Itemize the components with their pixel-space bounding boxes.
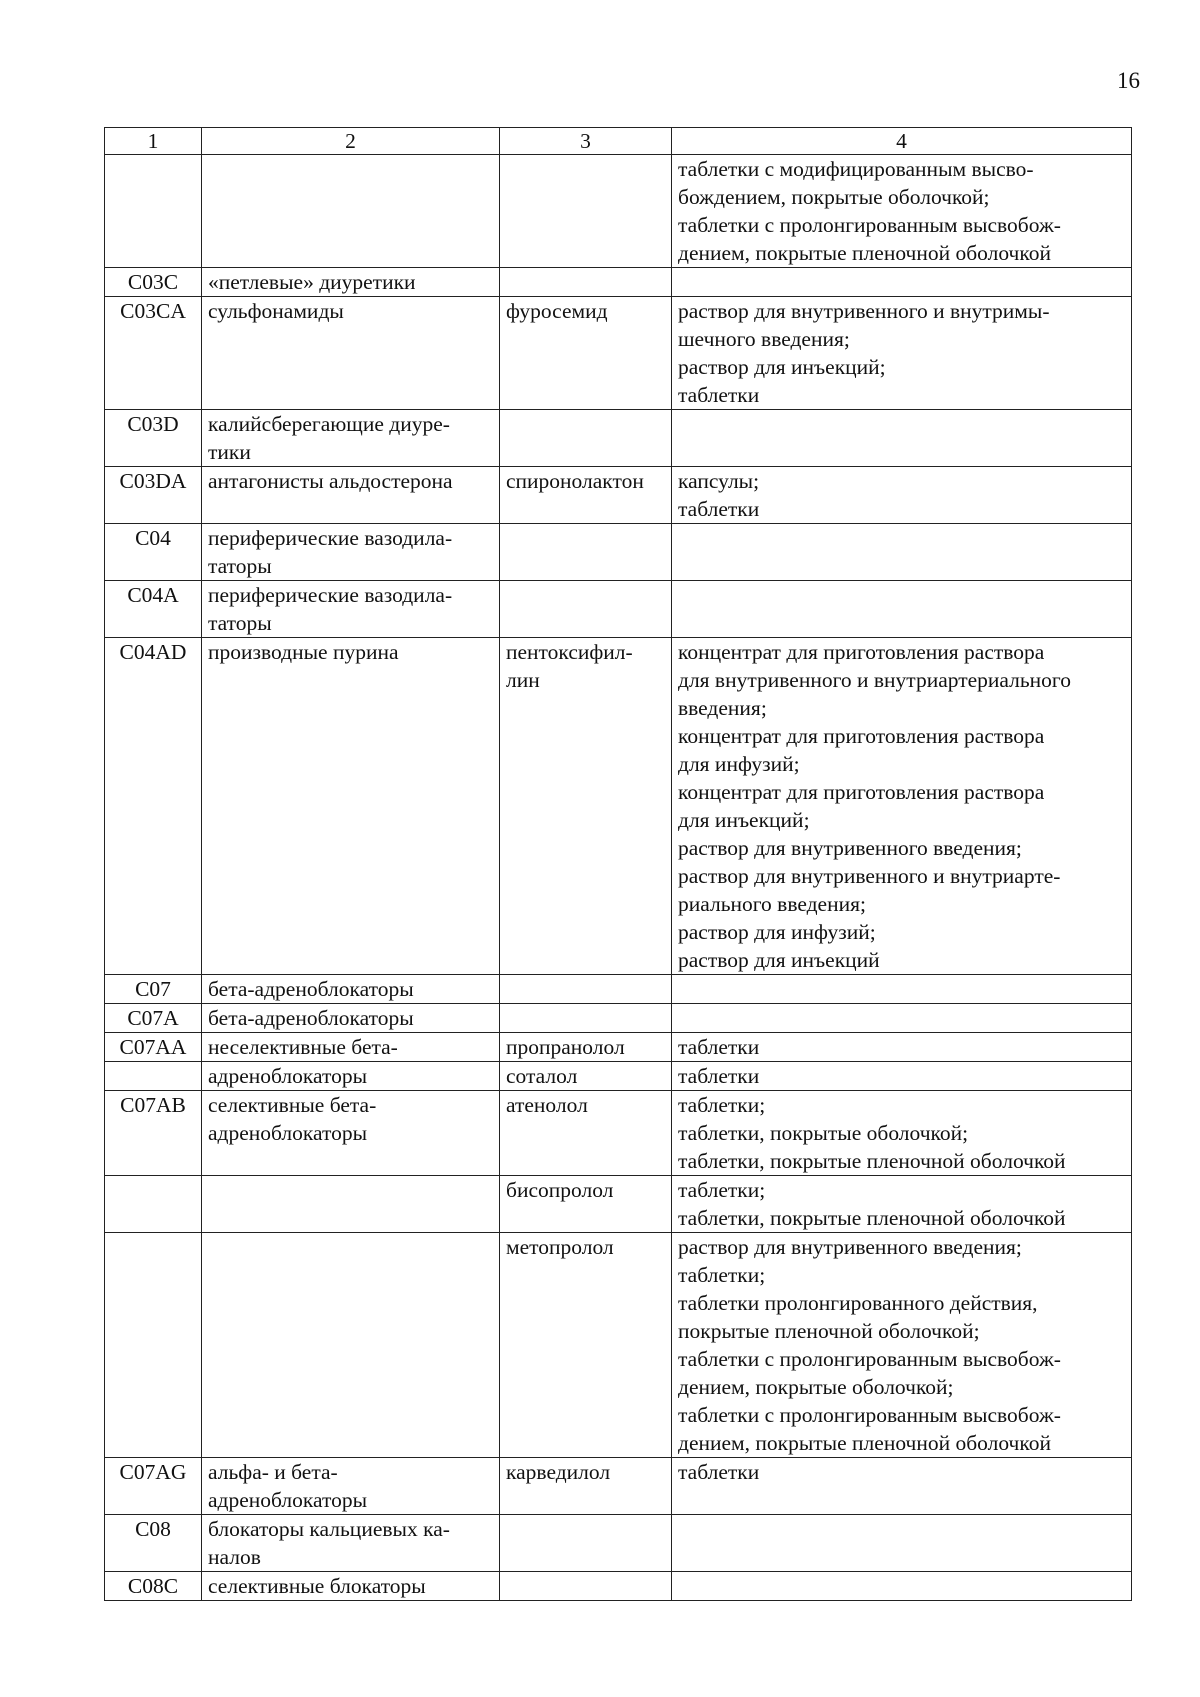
- cell-line: концентрат для приготовления раствора: [678, 780, 1045, 804]
- cell-line: таблетки;: [678, 1178, 766, 1202]
- dosage-forms-cell: [672, 1062, 1132, 1091]
- cell-line: сульфонамиды: [208, 299, 344, 323]
- dosage-forms-cell: [672, 1091, 1132, 1176]
- cell-line: для внутривенного и внутриартериального: [678, 668, 1071, 692]
- cell-line: таблетки;: [678, 1093, 766, 1117]
- table-row: [105, 1004, 1132, 1033]
- cell-line: периферические вазодила-: [208, 526, 453, 550]
- cell-line: капсулы;: [678, 469, 760, 493]
- atc-code-cell: C07AB: [105, 1091, 202, 1176]
- cell-line: таторы: [208, 611, 272, 635]
- atc-code-cell: C07AG: [105, 1458, 202, 1515]
- group-name-cell: [202, 1176, 500, 1233]
- group-name-cell: [202, 268, 500, 297]
- cell-line: бисопролол: [506, 1178, 614, 1202]
- drug-name-cell: [500, 1233, 672, 1458]
- dosage-forms-cell: [672, 1458, 1132, 1515]
- drug-name-cell: [500, 524, 672, 581]
- cell-line: концентрат для приготовления раствора: [678, 724, 1045, 748]
- atc-code-cell: C03CA: [105, 297, 202, 410]
- cell-line: селективные бета-: [208, 1093, 377, 1117]
- atc-code-cell: C07A: [105, 1004, 202, 1033]
- table-row: [105, 1458, 1132, 1515]
- cell-line: карведилол: [506, 1460, 611, 1484]
- table-row: [105, 1233, 1132, 1458]
- cell-line: «петлевые» диуретики: [208, 270, 416, 294]
- group-name-cell: [202, 1062, 500, 1091]
- table-row: [105, 268, 1132, 297]
- drug-name-cell: [500, 268, 672, 297]
- atc-code-cell: C03D: [105, 410, 202, 467]
- cell-line: концентрат для приготовления раствора: [678, 640, 1045, 664]
- cell-line: бета-адреноблокаторы: [208, 977, 414, 1001]
- dosage-forms-cell: [672, 1176, 1132, 1233]
- cell-line: адреноблокаторы: [208, 1064, 368, 1088]
- dosage-forms-cell: [672, 467, 1132, 524]
- drug-name-cell: [500, 1062, 672, 1091]
- header-cell-3: 3: [500, 128, 672, 155]
- drug-name-cell: [500, 1004, 672, 1033]
- cell-line: бета-адреноблокаторы: [208, 1006, 414, 1030]
- cell-line: неселективные бета-: [208, 1035, 398, 1059]
- cell-line: таблетки;: [678, 1263, 766, 1287]
- table-header-row: [105, 128, 1132, 155]
- group-name-cell: [202, 638, 500, 975]
- cell-line: риального введения;: [678, 892, 866, 916]
- header-cell-1: 1: [105, 128, 202, 155]
- group-name-cell: [202, 410, 500, 467]
- cell-line: лин: [506, 668, 540, 692]
- header-cell-2: 2: [202, 128, 500, 155]
- group-name-cell: [202, 1515, 500, 1572]
- cell-line: дением, покрытые пленочной оболочкой: [678, 241, 1051, 265]
- group-name-cell: [202, 467, 500, 524]
- cell-line: для инъекций;: [678, 808, 810, 832]
- cell-line: раствор для внутривенного введения;: [678, 836, 1022, 860]
- cell-line: бождением, покрытые оболочкой;: [678, 185, 990, 209]
- cell-line: таблетки: [678, 497, 760, 521]
- group-name-cell: [202, 1458, 500, 1515]
- cell-line: раствор для внутривенного и внутримы-: [678, 299, 1050, 323]
- cell-line: налов: [208, 1545, 261, 1569]
- drug-name-cell: [500, 297, 672, 410]
- cell-line: альфа- и бета-: [208, 1460, 338, 1484]
- cell-line: раствор для инъекций: [678, 948, 880, 972]
- drug-list-table: [104, 127, 1132, 1601]
- drug-name-cell: [500, 155, 672, 268]
- atc-code-cell: C07AA: [105, 1033, 202, 1062]
- dosage-forms-cell: [672, 638, 1132, 975]
- table-row: [105, 581, 1132, 638]
- cell-line: дением, покрытые оболочкой;: [678, 1375, 954, 1399]
- dosage-forms-cell: [672, 524, 1132, 581]
- group-name-cell: [202, 975, 500, 1004]
- cell-line: атенолол: [506, 1093, 588, 1117]
- cell-line: таблетки: [678, 1035, 760, 1059]
- cell-line: блокаторы кальциевых ка-: [208, 1517, 450, 1541]
- cell-line: таблетки с пролонгированным высвобож-: [678, 1347, 1061, 1371]
- dosage-forms-cell: [672, 1572, 1132, 1601]
- table-row: [105, 524, 1132, 581]
- table-row: [105, 467, 1132, 524]
- group-name-cell: [202, 1033, 500, 1062]
- dosage-forms-cell: [672, 1004, 1132, 1033]
- table-row: [105, 1033, 1132, 1062]
- cell-line: пентоксифил-: [506, 640, 633, 664]
- atc-code-cell: C04: [105, 524, 202, 581]
- cell-line: таблетки: [678, 1064, 760, 1088]
- header-cell-4: 4: [672, 128, 1132, 155]
- dosage-forms-cell: [672, 1515, 1132, 1572]
- drug-name-cell: [500, 1091, 672, 1176]
- cell-line: раствор для инъекций;: [678, 355, 886, 379]
- atc-code-cell: [105, 1176, 202, 1233]
- cell-line: селективные блокаторы: [208, 1574, 426, 1598]
- group-name-cell: [202, 297, 500, 410]
- cell-line: покрытые пленочной оболочкой;: [678, 1319, 980, 1343]
- atc-code-cell: C08: [105, 1515, 202, 1572]
- table-row: [105, 975, 1132, 1004]
- drug-name-cell: [500, 581, 672, 638]
- atc-code-cell: C04AD: [105, 638, 202, 975]
- atc-code-cell: C03C: [105, 268, 202, 297]
- cell-line: спиронолактон: [506, 469, 644, 493]
- dosage-forms-cell: [672, 581, 1132, 638]
- atc-code-cell: C04A: [105, 581, 202, 638]
- cell-line: раствор для внутривенного введения;: [678, 1235, 1022, 1259]
- cell-line: таблетки с модифицированным высво-: [678, 157, 1034, 181]
- drug-name-cell: [500, 1033, 672, 1062]
- table-row: [105, 1176, 1132, 1233]
- cell-line: таблетки: [678, 383, 760, 407]
- table-row: [105, 1572, 1132, 1601]
- dosage-forms-cell: [672, 410, 1132, 467]
- group-name-cell: [202, 1004, 500, 1033]
- group-name-cell: [202, 1572, 500, 1601]
- dosage-forms-cell: [672, 297, 1132, 410]
- atc-code-cell: C03DA: [105, 467, 202, 524]
- table-row: [105, 1091, 1132, 1176]
- drug-name-cell: [500, 1572, 672, 1601]
- cell-line: соталол: [506, 1064, 578, 1088]
- cell-line: таблетки, покрытые пленочной оболочкой: [678, 1149, 1066, 1173]
- table-row: [105, 155, 1132, 268]
- group-name-cell: [202, 1233, 500, 1458]
- cell-line: таторы: [208, 554, 272, 578]
- cell-line: калийсберегающие диуре-: [208, 412, 450, 436]
- drug-name-cell: [500, 1515, 672, 1572]
- drug-name-cell: [500, 1458, 672, 1515]
- dosage-forms-cell: [672, 1033, 1132, 1062]
- dosage-forms-cell: [672, 1233, 1132, 1458]
- page-number: 16: [1117, 68, 1140, 93]
- group-name-cell: [202, 524, 500, 581]
- cell-line: введения;: [678, 696, 767, 720]
- cell-line: шечного введения;: [678, 327, 850, 351]
- cell-line: раствор для инфузий;: [678, 920, 876, 944]
- dosage-forms-cell: [672, 155, 1132, 268]
- drug-name-cell: [500, 1176, 672, 1233]
- cell-line: тики: [208, 440, 251, 464]
- atc-code-cell: [105, 1233, 202, 1458]
- cell-line: таблетки пролонгированного действия,: [678, 1291, 1038, 1315]
- drug-name-cell: [500, 975, 672, 1004]
- cell-line: фуросемид: [506, 299, 608, 323]
- cell-line: антагонисты альдостерона: [208, 469, 453, 493]
- cell-line: таблетки с пролонгированным высвобож-: [678, 1403, 1061, 1427]
- cell-line: адреноблокаторы: [208, 1121, 368, 1145]
- cell-line: раствор для внутривенного и внутриарте-: [678, 864, 1061, 888]
- cell-line: для инфузий;: [678, 752, 800, 776]
- group-name-cell: [202, 155, 500, 268]
- drug-name-cell: [500, 410, 672, 467]
- table-body: [105, 155, 1132, 1601]
- drug-name-cell: [500, 638, 672, 975]
- cell-line: таблетки с пролонгированным высвобож-: [678, 213, 1061, 237]
- group-name-cell: [202, 1091, 500, 1176]
- cell-line: таблетки, покрытые оболочкой;: [678, 1121, 969, 1145]
- atc-code-cell: C07: [105, 975, 202, 1004]
- cell-line: метопролол: [506, 1235, 614, 1259]
- cell-line: дением, покрытые пленочной оболочкой: [678, 1431, 1051, 1455]
- cell-line: пропранолол: [506, 1035, 625, 1059]
- dosage-forms-cell: [672, 268, 1132, 297]
- table-row: [105, 410, 1132, 467]
- cell-line: производные пурина: [208, 640, 399, 664]
- atc-code-cell: C08C: [105, 1572, 202, 1601]
- atc-code-cell: [105, 1062, 202, 1091]
- group-name-cell: [202, 581, 500, 638]
- dosage-forms-cell: [672, 975, 1132, 1004]
- table-row: [105, 297, 1132, 410]
- table-row: [105, 1062, 1132, 1091]
- cell-line: таблетки, покрытые пленочной оболочкой: [678, 1206, 1066, 1230]
- cell-line: таблетки: [678, 1460, 760, 1484]
- atc-code-cell: [105, 155, 202, 268]
- table-row: [105, 638, 1132, 975]
- table-row: [105, 1515, 1132, 1572]
- cell-line: адреноблокаторы: [208, 1488, 368, 1512]
- drug-name-cell: [500, 467, 672, 524]
- cell-line: периферические вазодила-: [208, 583, 453, 607]
